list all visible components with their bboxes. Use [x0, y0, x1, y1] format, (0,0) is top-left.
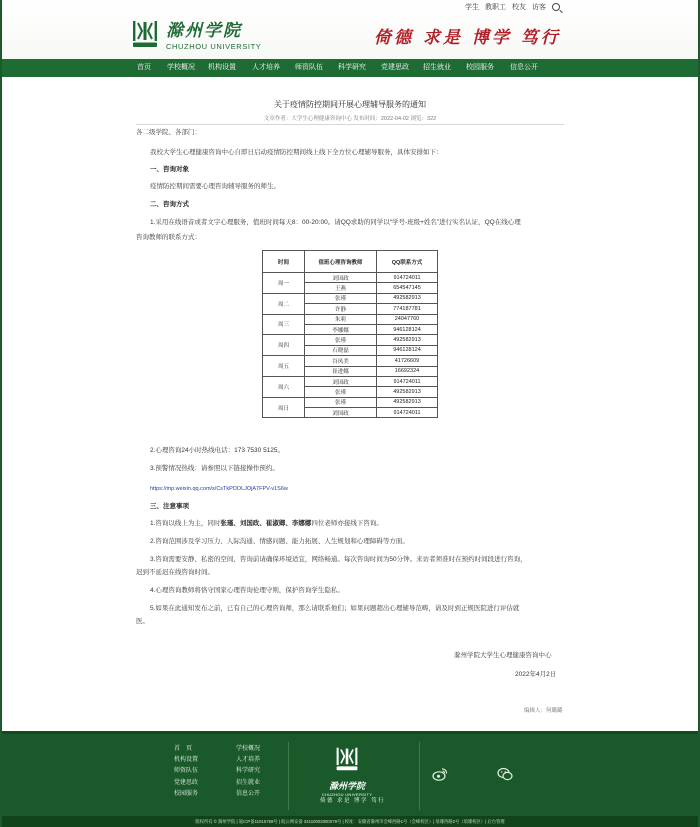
- logo-chinese-name: 滁州学院: [166, 21, 242, 41]
- section-3-p1: [150, 518, 383, 530]
- teacher-cell: 谷凤美: [305, 356, 377, 366]
- table-header-time: 时间: [263, 251, 305, 273]
- qq-cell: 24047760: [377, 314, 438, 324]
- day-cell: 周一: [263, 273, 305, 294]
- teacher-cell: 张瑾: [305, 335, 377, 345]
- footer-link-party[interactable]: 党建思政: [174, 779, 199, 786]
- article-meta: 文章作者：大学生心理健康咨询中心 发布时间：2022-04-02 浏览：322: [263, 116, 437, 122]
- section-1-title: 一、咨询对象: [150, 166, 189, 173]
- footer-links: [174, 744, 286, 800]
- top-link-alumni[interactable]: 校友: [512, 4, 526, 11]
- footer-divider: [419, 742, 420, 810]
- day-cell: 周日: [263, 397, 305, 418]
- footer-logo-english: CHUZHOU UNIVERSITY: [321, 792, 373, 797]
- teacher-cell: 刘国政: [305, 408, 377, 418]
- section-1-text: 疫情防控期间需要心理咨询辅导服务的师生。: [150, 183, 280, 190]
- day-cell: 周三: [263, 314, 305, 335]
- footer-divider: [288, 742, 289, 810]
- section-2-warning: 3.预警情况热线：请参照以下链接操作预约。: [150, 465, 279, 472]
- nav-admissions[interactable]: 招生就业: [423, 64, 451, 71]
- main-nav: [2, 59, 698, 77]
- teacher-cell: 刘国政: [305, 273, 377, 283]
- day-cell: 周四: [263, 335, 305, 356]
- top-links: [465, 2, 560, 12]
- top-link-visitors[interactable]: 访客: [532, 4, 546, 11]
- footer-link-research[interactable]: 科学研究: [236, 768, 261, 775]
- logo-english-name: CHUZHOU UNIVERSITY: [166, 42, 262, 51]
- footer-link-departments[interactable]: 机构设置: [174, 757, 199, 764]
- table-header-qq: QQ联系方式: [377, 251, 438, 273]
- editor-name: 编辑人：何璐璐: [524, 708, 563, 714]
- section-3-p2: 2.咨询范围涉及学习压力、人际沟通、情感问题、能力拓展、人生规划和心理障碍等方面。: [150, 538, 409, 545]
- day-cell: 周六: [263, 376, 305, 397]
- footer-motto: 倚德 求是 博学 笃行: [320, 798, 386, 804]
- nav-research[interactable]: 科学研究: [338, 64, 366, 71]
- nav-home[interactable]: 首页: [137, 64, 151, 71]
- teacher-cell: 朱莉: [305, 314, 377, 324]
- footer-link-public-info[interactable]: 信息公开: [236, 790, 261, 797]
- footer-logo: [316, 746, 378, 797]
- teacher-cell: 刘国政: [305, 376, 377, 386]
- day-cell: 周二: [263, 293, 305, 314]
- site-logo[interactable]: [130, 16, 261, 51]
- section-3-p1-names: 张瑾、刘国政、崔淑卿、李娜娜: [220, 520, 312, 527]
- qq-cell: 914724011: [377, 376, 438, 386]
- qq-cell: 914724011: [377, 273, 438, 283]
- site-header: [2, 0, 698, 59]
- section-2-p1-line1: 1.采用在线语音或者文字心理服务，值班时间每天8：00-20:00。请QQ求助的同学以“学号-班级+姓名”进行实名认证，QQ在线心理: [150, 219, 521, 226]
- footer-link-admissions[interactable]: 招生就业: [236, 779, 261, 786]
- signature: 滁州学院大学生心理健康咨询中心: [454, 652, 552, 659]
- footer-logo-chinese: 滁州学院: [328, 782, 365, 792]
- article-title: 关于疫情防控期间开展心理辅导服务的通知: [274, 100, 426, 109]
- section-2-title: 二、咨询方式: [150, 201, 189, 208]
- qq-cell: 774187781: [377, 304, 438, 314]
- top-link-staff[interactable]: 教职工: [485, 4, 506, 11]
- section-3-p3-line2: 迟到不延迟在线咨询时间。: [136, 569, 214, 576]
- qq-cell: 492582913: [377, 397, 438, 407]
- table-header-teacher: 值班心理咨询教师: [305, 251, 377, 273]
- qq-cell: 946128124: [377, 345, 438, 355]
- footer-link-education[interactable]: 人才培养: [236, 757, 261, 764]
- qq-cell: 16692324: [377, 366, 438, 376]
- table-row: [263, 293, 438, 303]
- footer-link-faculty[interactable]: 师资队伍: [174, 768, 199, 775]
- nav-campus-service[interactable]: 校园服务: [466, 64, 494, 71]
- teacher-cell: 张瑾: [305, 387, 377, 397]
- table-row: [263, 273, 438, 283]
- teacher-cell: 崔进娜: [305, 366, 377, 376]
- section-2-p1-line2: 咨询教师的联系方式：: [136, 234, 201, 241]
- section-3-p3-line1: 3.咨询需要安静、私密的空间，咨询前请确保环境适宜，网络畅通。每次咨询时间为50分钟。来访者须准时在预约时间段进行咨询，: [150, 556, 527, 563]
- table-row: [263, 376, 438, 386]
- appointment-link[interactable]: https://mp.weixin.qq.com/s/CsTkPDOLJOjA7FPV-v1S6w: [150, 486, 288, 492]
- nav-faculty[interactable]: 师资队伍: [295, 64, 323, 71]
- site-footer: [2, 731, 698, 816]
- qq-cell: 492582913: [377, 387, 438, 397]
- nav-about[interactable]: 学校概况: [167, 64, 195, 71]
- table-row: [263, 356, 438, 366]
- qq-cell: 41726609: [377, 356, 438, 366]
- weibo-icon[interactable]: [432, 766, 448, 782]
- notice-date: 2022年4月2日: [515, 671, 557, 678]
- table-header-row: [263, 251, 438, 273]
- teacher-cell: 张瑾: [305, 293, 377, 303]
- qq-cell: 914724011: [377, 408, 438, 418]
- copyright-bar: 版权所有 © 滁州学院 | 皖ICP备11015759号 | 皖公网安备 34110002000079号 | 校址：安徽省滁州市会峰西路1号（会峰校区）| 琅琊西路2号（琅琊校区）| 后台管理: [2, 816, 698, 827]
- school-motto: 倚德 求是 博学 笃行: [374, 28, 561, 48]
- intro-paragraph: 我校大学生心理健康咨询中心自即日启动疫情防控期间线上线下全方位心理辅导服务，具体安排如下：: [150, 149, 443, 156]
- footer-link-about[interactable]: 学校概况: [236, 746, 261, 752]
- section-3-p5-line2: 医。: [136, 618, 149, 625]
- top-link-students[interactable]: 学生: [465, 4, 479, 11]
- footer-link-campus-service[interactable]: 校园服务: [174, 790, 199, 797]
- university-seal-icon: [130, 19, 160, 49]
- nav-education[interactable]: 人才培养: [252, 64, 280, 71]
- footer-seal-icon: [333, 746, 361, 772]
- qq-cell: 654547145: [377, 283, 438, 293]
- teacher-cell: 许静: [305, 304, 377, 314]
- nav-public-info[interactable]: 信息公开: [510, 64, 538, 71]
- teacher-cell: 石晓磊: [305, 345, 377, 355]
- search-icon[interactable]: [552, 3, 560, 11]
- nav-party[interactable]: 党建思政: [381, 64, 409, 71]
- table-row: [263, 335, 438, 345]
- teacher-cell: 张瑾: [305, 397, 377, 407]
- day-cell: 周五: [263, 356, 305, 377]
- section-2-hotline: 2.心理咨询24小时热线电话：173 7530 5125。: [150, 447, 285, 454]
- teacher-cell: 李娜娜: [305, 324, 377, 334]
- duty-schedule-table: [262, 250, 438, 418]
- qq-cell: 492582913: [377, 293, 438, 303]
- qq-cell: 492582913: [377, 335, 438, 345]
- table-row: [263, 397, 438, 407]
- section-3-p5-line1: 5.如果在此通知发布之前，已有自己的心理咨询师，那么请联系他们；如果问题超出心理辅导范畴，请及时到正规医院进行评估就: [150, 605, 520, 612]
- section-3-p1-before: 1.咨询以线上为主，同时: [150, 520, 221, 527]
- title-divider: [136, 124, 564, 125]
- section-3-p4: 4.心理咨询教师将恪守国家心理咨询伦理守则，保护咨询学生隐私。: [150, 587, 344, 594]
- wechat-icon[interactable]: [497, 766, 513, 782]
- footer-link-home[interactable]: 首 页: [174, 746, 193, 752]
- table-row: [263, 314, 438, 324]
- greeting: 各二级学院、各部门：: [136, 129, 201, 136]
- qq-cell: 946128124: [377, 324, 438, 334]
- teacher-cell: 王燕: [305, 283, 377, 293]
- section-3-p1-after: 四位老师亦接线下咨询。: [311, 520, 383, 527]
- nav-departments[interactable]: 机构设置: [208, 64, 236, 71]
- section-3-title: 三、注意事项: [150, 503, 189, 510]
